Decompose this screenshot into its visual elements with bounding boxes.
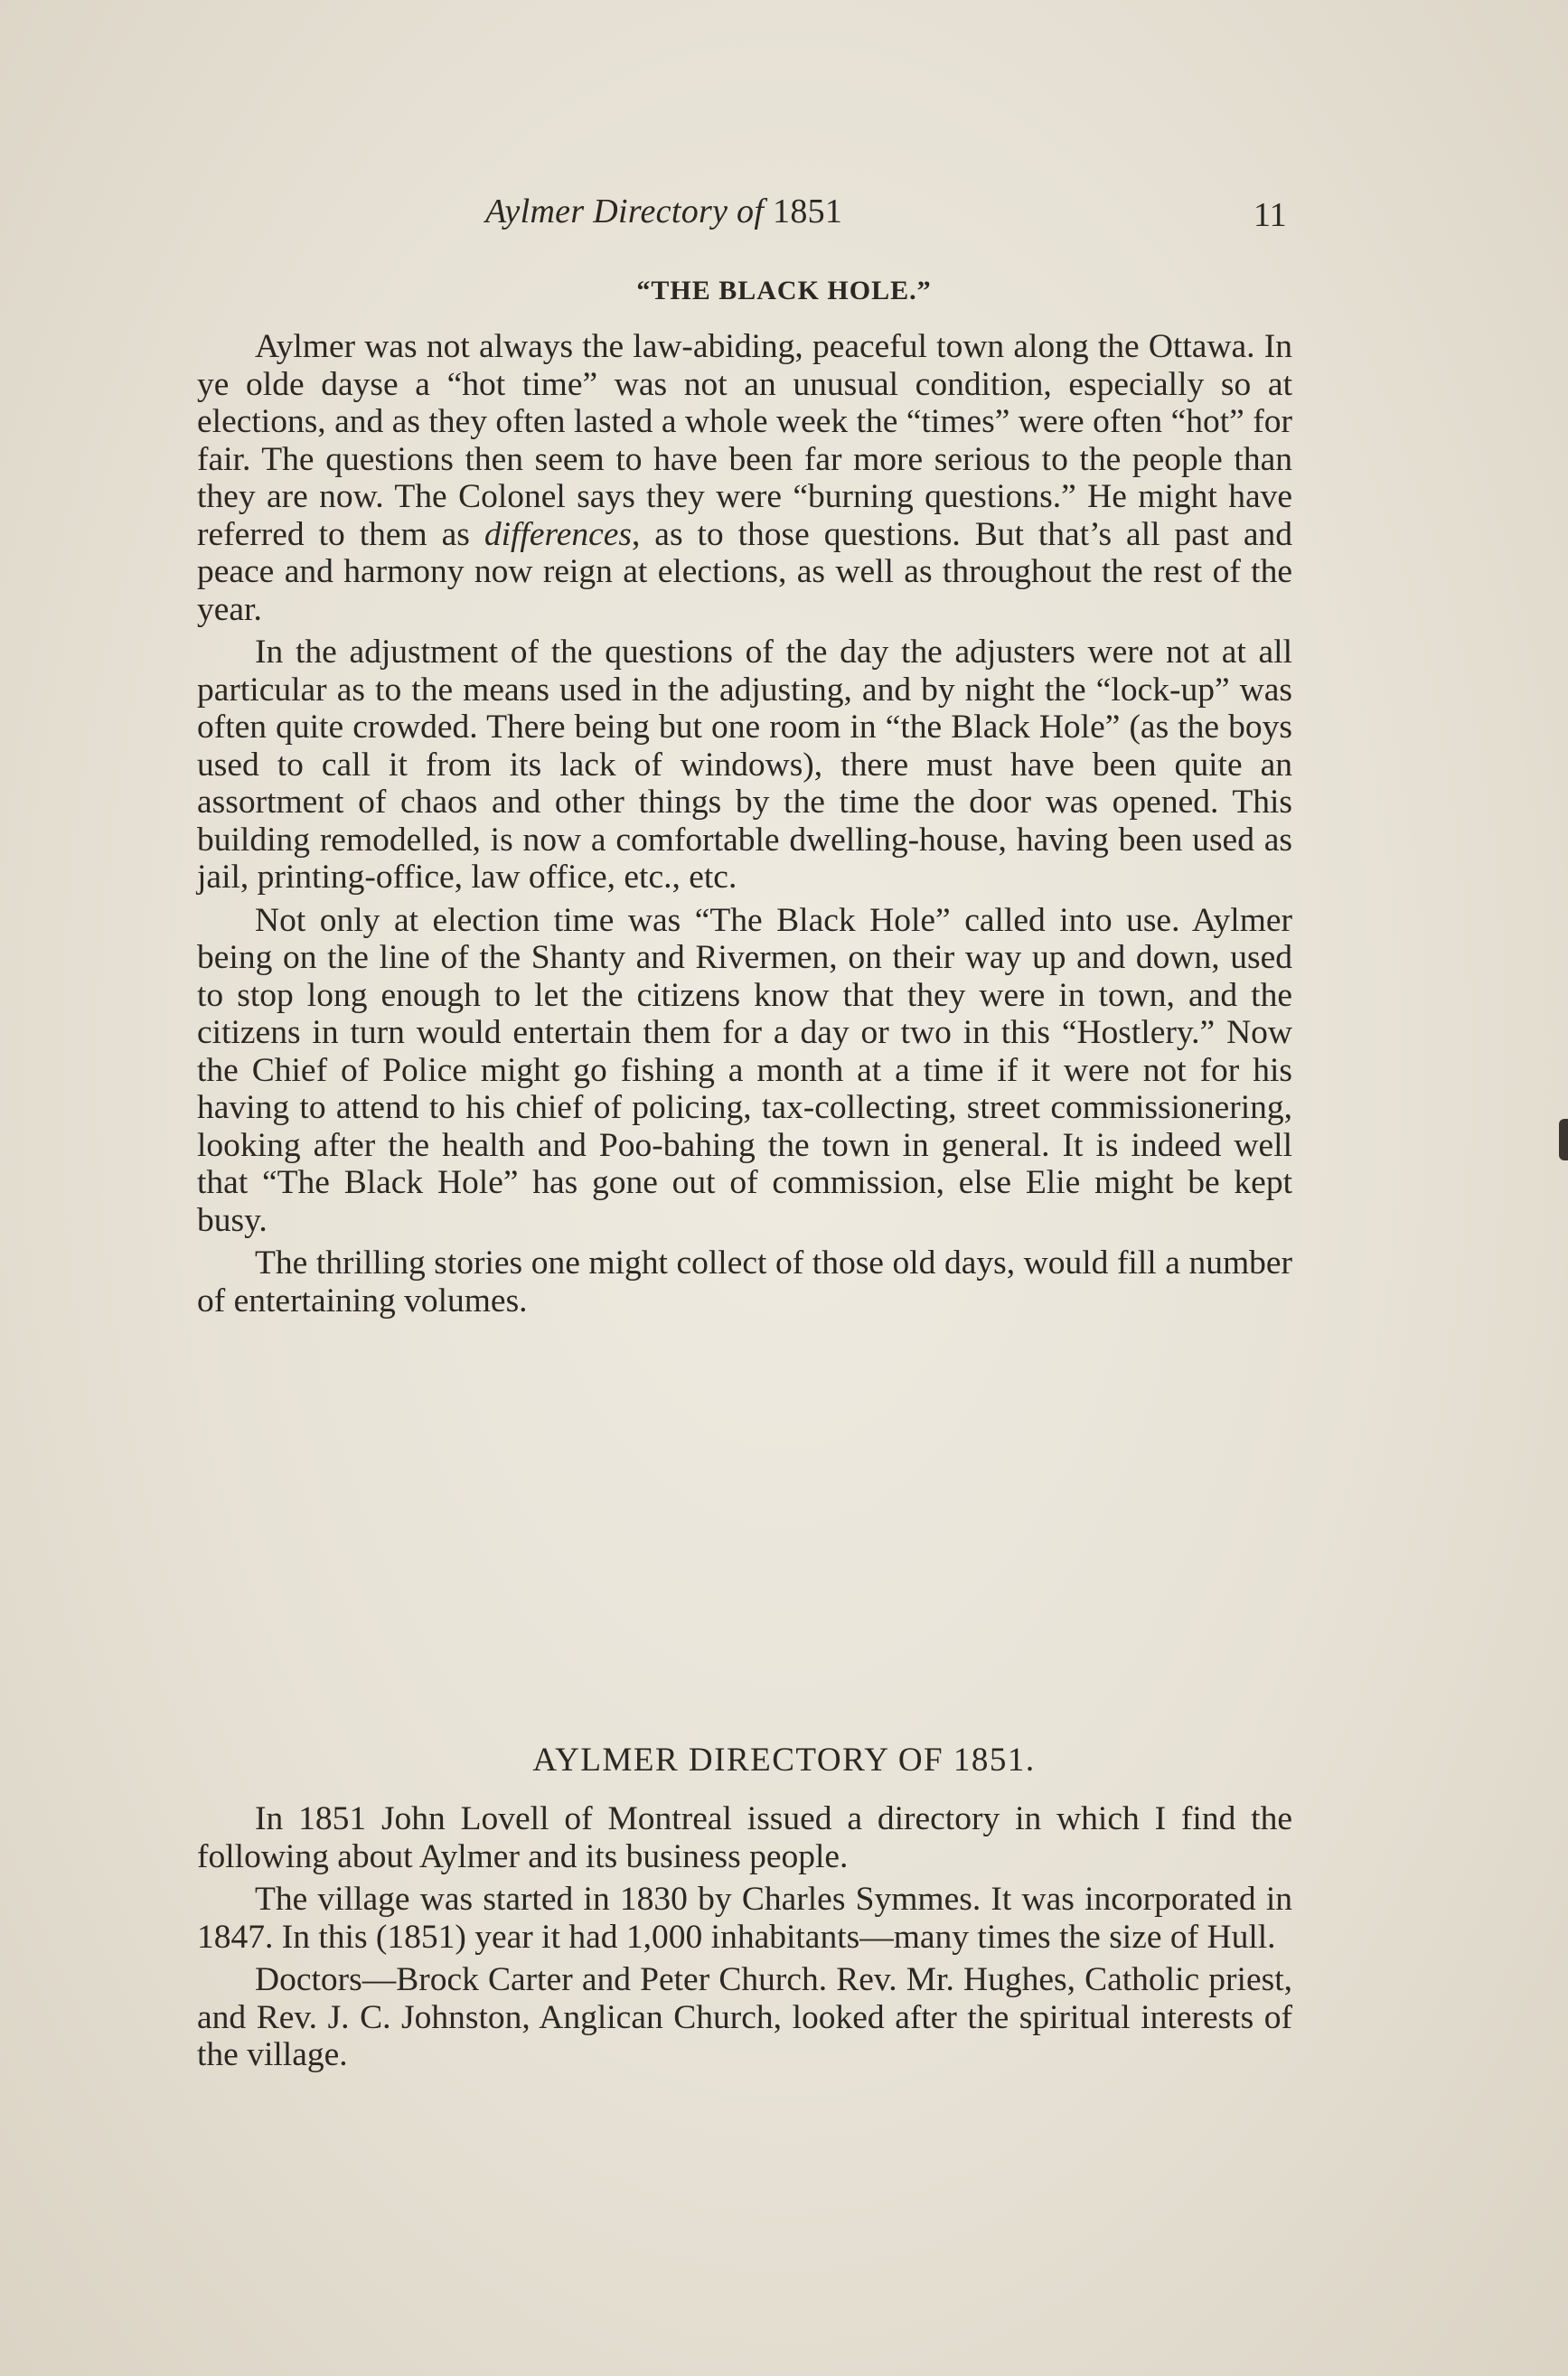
paragraph: Not only at election time was “The Black Hole” called into use. Aylmer being on the line of the Shanty and Rivermen, on their way up and down, used to stop long enough to let the citizens know that they were in town, and the citizens in turn would entertain them for a day or two in this “Hostlery.” Now the Chief of Police might go fishing a month at a time if it were not for his having to attend to his chief of policing, tax-collecting, street commissionering, looking after the health and Poo-bahing the town in general. It is indeed well that “The Black Hole” has gone out of commission, else Elie might be kept busy.	[197, 901, 1292, 1239]
paragraph: Doctors—Brock Carter and Peter Church. Rev. Mr. Hughes, Catholic priest, and Rev. J. C. Johnston, Anglican Church, looked after the spiritual interests of the village.	[197, 1961, 1292, 2073]
page-edge-mark	[1559, 1119, 1568, 1160]
paragraph-text: , as to those questions. But that’s all past and peace and harmony now reign at elections, as well as throughout the rest of the year.	[197, 515, 1292, 628]
section-heading-directory: AYLMER DIRECTORY OF 1851.	[532, 1742, 1036, 1779]
section-body-black-hole	[197, 328, 1292, 1325]
paragraph: The village was started in 1830 by Charles Symmes. It was incorporated in 1847. In this (1851) year it had 1,000 inhabitants—many times the size of Hull.	[197, 1881, 1292, 1956]
running-head	[0, 192, 1568, 242]
section-body-directory	[197, 1800, 1292, 2080]
paragraph: In the adjustment of the questions of the day the adjusters were not at all particular as to the means used in the adjusting, and by night the “lock-up” was often quite crowded. There being but one room in “the Black Hole” (as the boys used to call it from its lack of windows), there must have been quite an assortment of chaos and other things by the time the door was opened. This building remodelled, is now a comfortable dwelling-house, having been used as jail, printing-office, law office, etc., etc.	[197, 634, 1292, 896]
running-head-year: 1851	[773, 193, 843, 230]
running-head-title	[485, 192, 842, 231]
running-head-title-text: Aylmer Directory of	[485, 193, 765, 230]
paragraph: The thrilling stories one might collect of those old days, would fill a number of entertaining volumes.	[197, 1244, 1292, 1319]
paragraph-emphasis: differences	[484, 515, 632, 553]
paragraph	[197, 328, 1292, 628]
page-number: 11	[1253, 196, 1287, 234]
paragraph-text: Aylmer was not always the law-abiding, peaceful town along the Ottawa. In ye olde dayse a “hot time” was not an unusual condition, especially so at elections, and as they often lasted a whole week the “times” were often “hot” for fair. The questions then seem to have been far more serious to the people than they are now. The Colonel says they were “burning questions.” He might have referred to them as	[197, 328, 1292, 553]
paragraph: In 1851 John Lovell of Montreal issued a directory in which I find the following about Aylmer and its business people.	[197, 1800, 1292, 1875]
section-heading-black-hole: “THE BLACK HOLE.”	[636, 276, 932, 305]
